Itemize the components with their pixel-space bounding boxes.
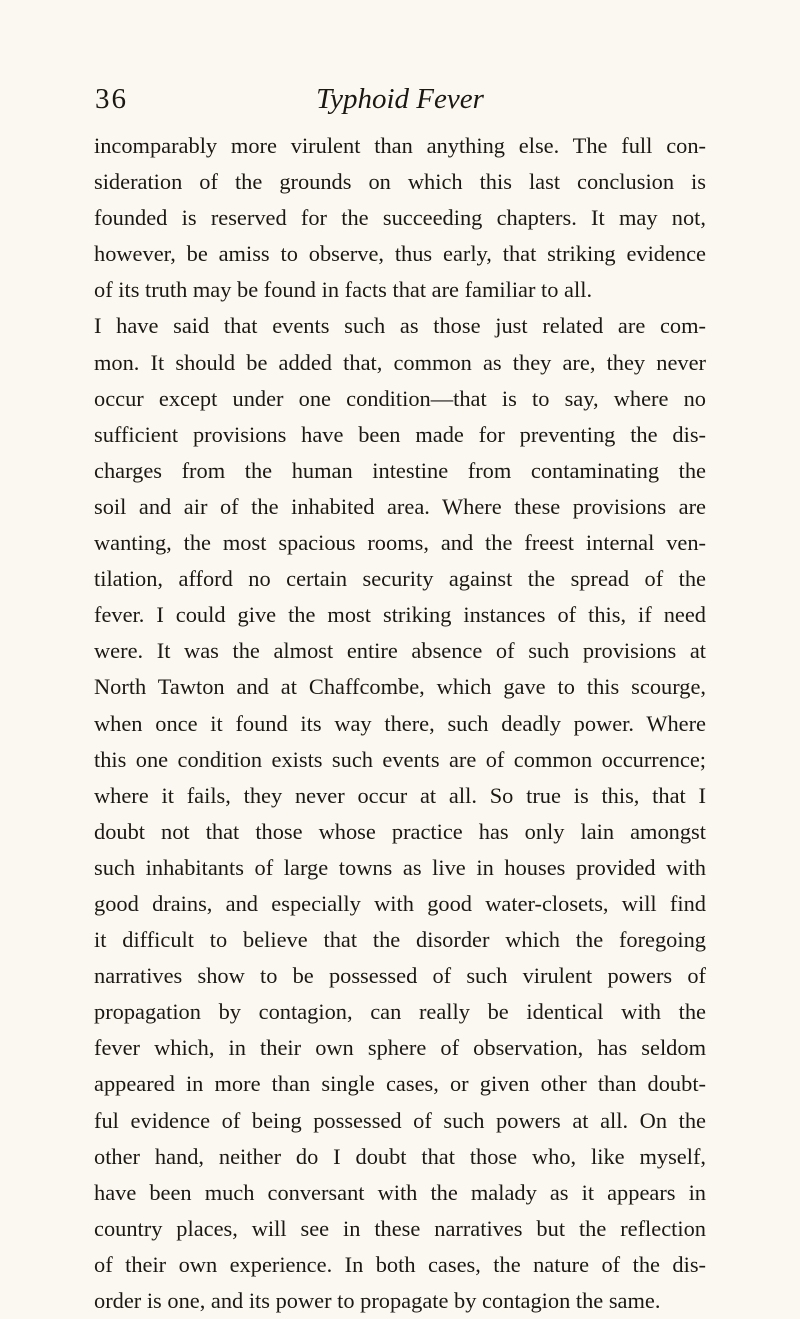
paragraph-1 — [94, 128, 706, 308]
text-line: sufficient provisions have been made for preventing the dis- — [94, 421, 706, 447]
text-line: order is one, and its power to propagate by contagion the same. — [94, 1288, 661, 1313]
text-line: other hand, neither do I doubt that those who, like myself, — [94, 1143, 706, 1169]
text-line: good drains, and especially with good water-closets, will find — [94, 890, 706, 916]
text-line: narratives show to be possessed of such virulent powers of — [94, 963, 706, 989]
text-line: appeared in more than single cases, or given other than doubt- — [94, 1071, 706, 1097]
text-line: incomparably more virulent than anything else. The full con- — [94, 133, 706, 158]
text-line: were. It was the almost entire absence of such provisions at — [94, 638, 706, 664]
text-line: ful evidence of being possessed of such powers at all. On the — [94, 1107, 706, 1133]
text-line: mon. It should be added that, common as they are, they never — [94, 349, 706, 375]
text-line: doubt not that those whose practice has only lain amongst — [94, 818, 706, 844]
text-line: founded is reserved for the succeeding chapters. It may not, — [94, 205, 706, 231]
text-line: of its truth may be found in facts that are familiar to all. — [94, 277, 593, 303]
running-head — [95, 83, 705, 123]
text-line: this one condition exists such events are of common occurrence; — [94, 746, 706, 772]
body-text — [94, 128, 706, 1319]
text-line: sideration of the grounds on which this last conclusion is — [94, 169, 706, 195]
text-line: occur except under one condition—that is to say, where no — [94, 385, 706, 411]
text-line: propagation by contagion, can really be identical with the — [94, 999, 706, 1025]
text-line: where it fails, they never occur at all. So true is this, that I — [94, 782, 706, 808]
text-line: I have said that events such as those just related are com- — [94, 313, 706, 339]
text-line: of their own experience. In both cases, the nature of the dis- — [94, 1251, 706, 1277]
running-title: Typhoid Fever — [316, 83, 484, 115]
text-line: charges from the human intestine from contaminating the — [94, 457, 706, 483]
text-line: tilation, afford no certain security against the spread of the — [94, 566, 706, 592]
text-line: have been much conversant with the malady as it appears in — [94, 1179, 706, 1205]
text-line: North Tawton and at Chaffcombe, which gave to this scourge, — [94, 674, 706, 700]
page-number: 36 — [95, 83, 128, 115]
text-line: fever which, in their own sphere of observation, has seldom — [94, 1035, 706, 1061]
text-line: country places, will see in these narratives but the reflection — [94, 1215, 706, 1241]
text-line: such inhabitants of large towns as live in houses provided with — [94, 854, 706, 880]
text-line: when once it found its way there, such deadly power. Where — [94, 710, 706, 736]
text-line: however, be amiss to observe, thus early, that striking evidence — [94, 241, 706, 267]
text-line: it difficult to believe that the disorder which the foregoing — [94, 927, 706, 953]
text-line: fever. I could give the most striking instances of this, if need — [94, 602, 706, 628]
paragraph-2 — [94, 308, 706, 1319]
text-line: soil and air of the inhabited area. Where these provisions are — [94, 493, 706, 519]
text-line: wanting, the most spacious rooms, and the freest internal ven- — [94, 530, 706, 556]
